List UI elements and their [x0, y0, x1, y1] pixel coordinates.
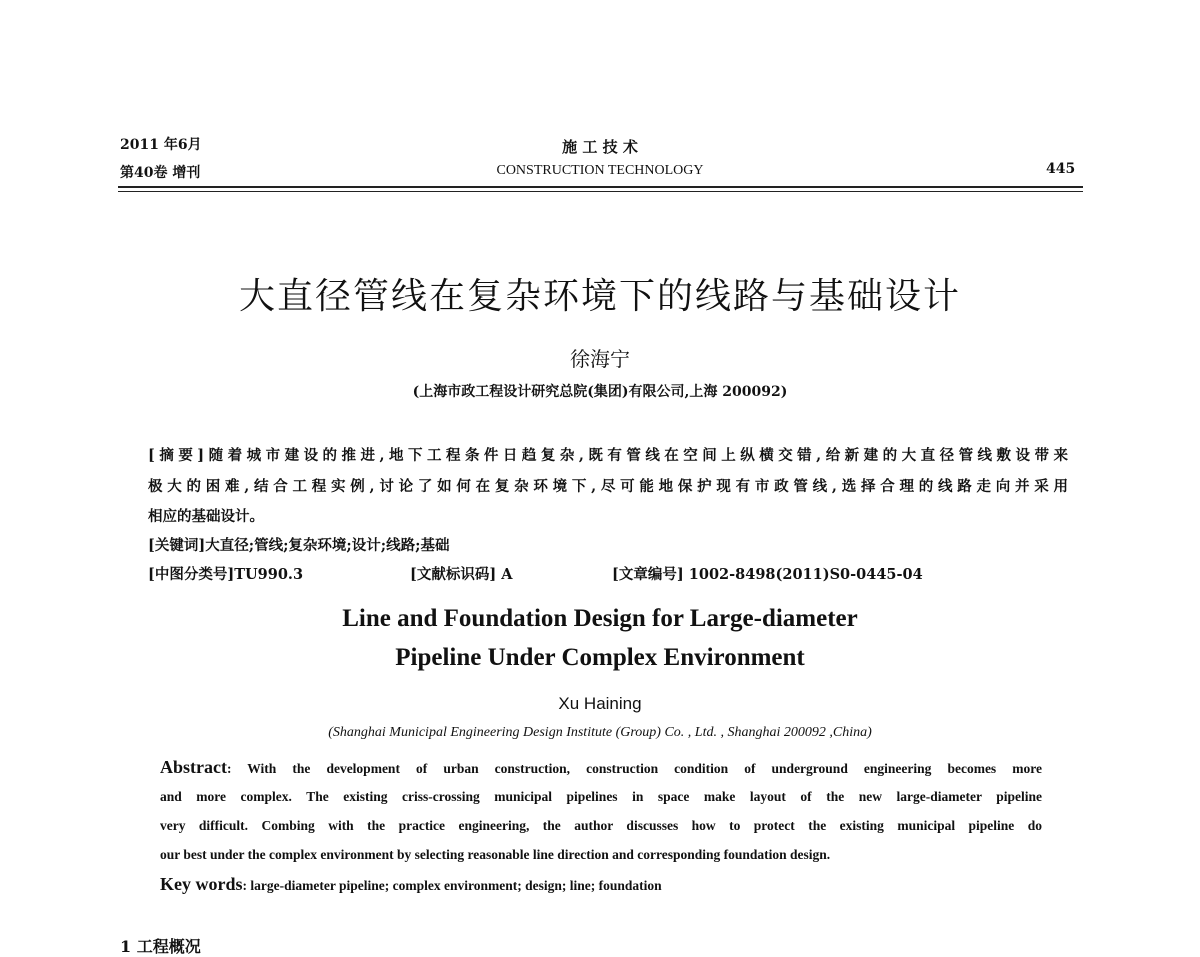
- keywords-en: [160, 874, 1042, 895]
- affiliation-en: (Shanghai Municipal Engineering Design Institute (Group) Co. , Ltd. , Shanghai 200092 ,China): [328, 725, 872, 740]
- page-title-cn: 大直径管线在复杂环境下的线路与基础设计: [238, 276, 961, 317]
- title-en-line: Pipeline Under Complex Environment: [395, 644, 805, 671]
- keywords-cn: [关键词]大直径;管线;复杂环境;设计;线路;基础: [148, 537, 450, 554]
- section-heading: 1 工程概况: [120, 937, 201, 956]
- affiliation-cn: (上海市政工程设计研究总院(集团)有限公司,上海 200092): [412, 384, 788, 400]
- abstract-cn-line: 相应的基础设计。: [148, 508, 264, 525]
- title-en-line: Line and Foundation Design for Large-diameter: [342, 605, 858, 632]
- page-number: 445: [1046, 161, 1076, 177]
- abstract-en-line: very difficult. Combing with the practice engineering, the author discusses how to protect the existing municipal pipeline do: [160, 818, 1042, 833]
- keywords-en-text: : large-diameter pipeline; complex environment; design; line; foundation: [242, 878, 662, 893]
- author-cn: 徐海宁: [570, 347, 630, 371]
- abstract-en-line-1: [160, 757, 1042, 778]
- journal-name-cn: 施 工 技 术: [562, 138, 638, 156]
- article-id: [文章编号] 1002-8498(2011)S0-0445-04: [612, 566, 923, 583]
- author-en: Xu Haining: [558, 694, 642, 713]
- classification-number: [中图分类号]TU990.3: [148, 566, 304, 583]
- journal-name-en: CONSTRUCTION TECHNOLOGY: [496, 163, 704, 178]
- abstract-cn-line: [摘要]随着城市建设的推进,地下工程条件日趋复杂,既有管线在空间上纵横交错,给新建的大直径管线敷设带来: [148, 447, 1068, 464]
- header-rule-bottom: [118, 191, 1083, 192]
- issue-date: 2011 年6月: [120, 137, 202, 153]
- abstract-en-line: and more complex. The existing criss-crossing municipal pipelines in space make layout of the new large-diameter pipeline: [160, 789, 1042, 804]
- abstract-en-text: : With the development of urban construction, construction condition of underground engineering becomes more: [226, 761, 1042, 776]
- header-rule-top: [118, 186, 1083, 188]
- abstract-cn-line: 极大的困难,结合工程实例,讨论了如何在复杂环境下,尽可能地保护现有市政管线,选择合理的线路走向并采用: [148, 478, 1068, 495]
- keywords-label: Key words: [160, 874, 243, 894]
- abstract-en-line: our best under the complex environment by selecting reasonable line direction and corresponding foundation design.: [160, 847, 831, 862]
- abstract-label: Abstract: [160, 757, 227, 777]
- volume-info: 第40卷 增刊: [120, 165, 201, 181]
- document-code: [文献标识码] A: [410, 566, 513, 583]
